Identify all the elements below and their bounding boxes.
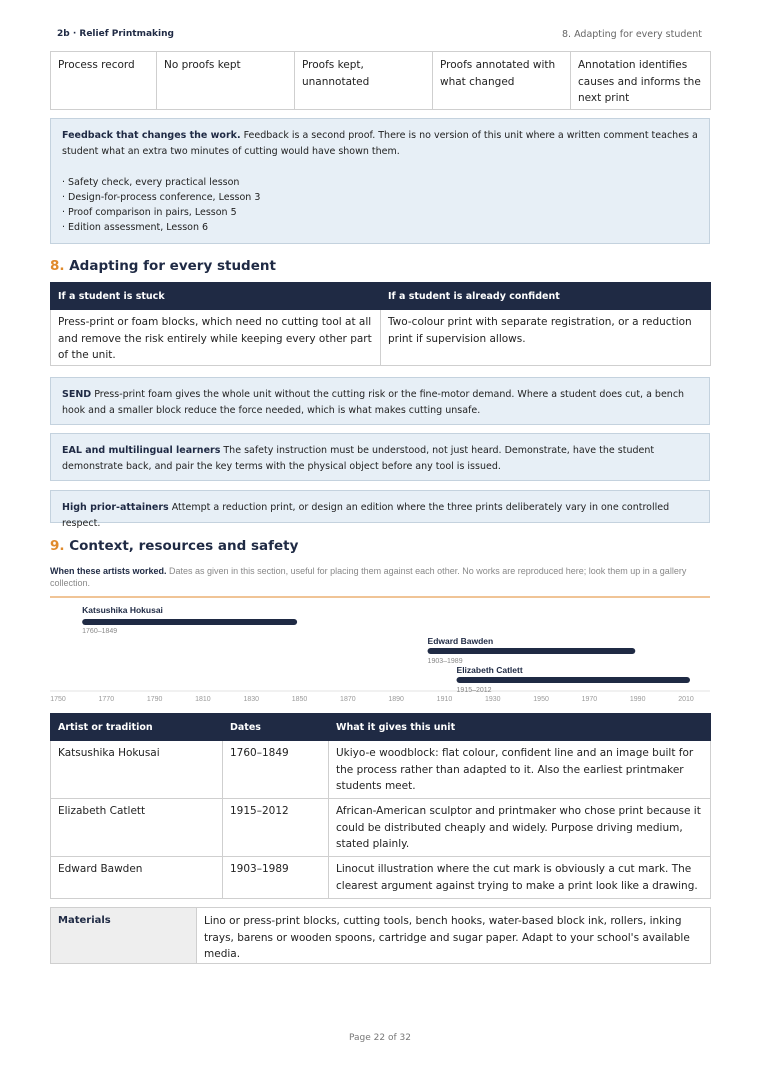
eal-callout: [50, 433, 710, 481]
feedback-callout: [50, 118, 710, 244]
adapt-table: [50, 282, 711, 366]
section-number: 9.: [50, 538, 65, 554]
artist-name: Katsushika Hokusai: [51, 741, 223, 799]
column-header: Dates: [223, 714, 329, 741]
grade-cell-level-3: Proofs annotated with what changed: [433, 52, 571, 110]
table-row: [51, 857, 711, 899]
timeline-tick-label: 1790: [146, 696, 163, 703]
column-header: What it gives this unit: [329, 714, 711, 741]
grade-cell-level-2: Proofs kept, unannotated: [295, 52, 433, 110]
timeline-bar: [457, 677, 690, 683]
feedback-text: Feedback is a second proof. There is no version of this unit where a written comment teaches a student what an extra two minutes of cutting would have shown them.: [62, 130, 698, 157]
timeline-date-label: 1760–1849: [82, 628, 118, 635]
artist-name: Edward Bawden: [51, 857, 223, 899]
callout-text: The safety instruction must be understood, not just heard. Demonstrate, have the student demonstrate back, and pair the key terms with the physical object before any tool is issued.: [62, 445, 655, 472]
timeline-tick-label: 1950: [533, 696, 549, 703]
grade-cell-level-4: Annotation identifies causes and informs the next print: [571, 52, 711, 110]
assessment-grade-row: [50, 51, 711, 110]
high-attainers-callout: [50, 490, 710, 529]
list-item: · Design-for-process conference, Lesson 3: [62, 192, 261, 203]
column-header: If a student is stuck: [51, 283, 381, 310]
table-row: [51, 741, 711, 799]
timeline-series-name: Katsushika Hokusai: [82, 605, 163, 615]
section-number: 8.: [50, 258, 65, 274]
timeline-caption: [50, 565, 710, 589]
timeline-series-name: Edward Bawden: [427, 636, 494, 646]
table-cell: Press-print or foam blocks, which need no cutting tool at all and remove the risk entirely while keeping every other part of the unit.: [51, 310, 381, 366]
timeline-tick-label: 1910: [436, 696, 453, 703]
section-8-heading: [50, 258, 276, 274]
timeline-tick-label: 1970: [581, 696, 598, 703]
callout-lead: SEND: [62, 389, 92, 400]
table-cell: Two-colour print with separate registration, or a reduction print if supervision allows.: [381, 310, 711, 366]
timeline-tick-label: 1830: [243, 696, 260, 703]
timeline-tick-label: 2010: [678, 696, 694, 703]
timeline-date-label: 1903–1989: [427, 658, 463, 665]
timeline-date-label: 1915–2012: [456, 687, 492, 694]
timeline-caption-text: Dates as given in this section, useful for placing them against each other. No works are reproduced here; look them up in a gallery collection.: [50, 566, 687, 588]
timeline-tick-label: 1990: [629, 696, 646, 703]
callout-lead: High prior-attainers: [62, 502, 169, 513]
materials-table: [50, 907, 711, 964]
materials-label: Materials: [51, 908, 197, 964]
timeline-tick-label: 1870: [340, 696, 356, 703]
timeline-tick-label: 1770: [98, 696, 115, 703]
timeline-tick-label: 1850: [291, 696, 308, 703]
timeline-tick-label: 1890: [388, 696, 404, 703]
artist-dates: 1915–2012: [223, 799, 329, 857]
artist-timeline-chart: [50, 594, 710, 706]
column-header: If a student is already confident: [381, 283, 711, 310]
artist-dates: 1903–1989: [223, 857, 329, 899]
grade-cell-criterion: Process record: [51, 52, 157, 110]
send-callout: [50, 377, 710, 425]
feedback-list: [62, 175, 698, 235]
timeline-tick-label: 1930: [484, 696, 501, 703]
list-item: · Safety check, every practical lesson: [62, 177, 240, 188]
feedback-paragraph: [62, 128, 698, 160]
callout-text: Press-print foam gives the whole unit without the cutting risk or the fine-motor demand. Where a student does cut, a bench hook and a smaller block reduce the force needed, which is what makes cutting unsafe.: [62, 389, 685, 416]
materials-text: Lino or press-print blocks, cutting tools, bench hooks, water-based block ink, rollers, inking trays, barens or wooden spoons, cartridge and sugar paper. Adapt to your school's available media.: [197, 908, 711, 964]
timeline-tick-label: 1810: [195, 696, 211, 703]
artist-dates: 1760–1849: [223, 741, 329, 799]
table-row: [51, 799, 711, 857]
artist-name: Elizabeth Catlett: [51, 799, 223, 857]
section-title: Context, resources and safety: [69, 538, 299, 554]
list-item: · Proof comparison in pairs, Lesson 5: [62, 207, 237, 218]
timeline-series-name: Elizabeth Catlett: [456, 665, 523, 675]
timeline-tick-label: 1750: [50, 696, 66, 703]
table-row: [51, 52, 711, 110]
timeline-bar: [82, 619, 297, 625]
section-9-heading: [50, 538, 298, 554]
page-number: Page 22 of 32: [349, 1033, 411, 1043]
table-header-row: [51, 283, 711, 310]
artist-contribution: Ukiyo-e woodblock: flat colour, confident line and an image built for the process rather than adapted to it. Also the earliest printmaker students meet.: [329, 741, 711, 799]
feedback-lead: Feedback that changes the work.: [62, 130, 241, 141]
table-row: [51, 310, 711, 366]
timeline-caption-lead: When these artists worked.: [50, 566, 167, 576]
list-item: · Edition assessment, Lesson 6: [62, 222, 209, 233]
grade-cell-level-1: No proofs kept: [157, 52, 295, 110]
table-header-row: [51, 714, 711, 741]
artists-table: [50, 713, 711, 899]
timeline-bar: [428, 648, 636, 654]
artist-contribution: African-American sculptor and printmaker who chose print because it could be distributed cheaply and widely. Purpose driving medium, stated plainly.: [329, 799, 711, 857]
artist-contribution: Linocut illustration where the cut mark is obviously a cut mark. The clearest argument against trying to make a print look like a drawing.: [329, 857, 711, 899]
callout-lead: EAL and multilingual learners: [62, 445, 221, 456]
running-header-section: 8. Adapting for every student: [562, 29, 702, 40]
section-title: Adapting for every student: [69, 258, 276, 274]
table-row: [51, 908, 711, 964]
running-header-unit: 2b · Relief Printmaking: [57, 29, 174, 39]
callout-text: Attempt a reduction print, or design an edition where the three prints deliberately vary in one controlled respect.: [62, 502, 670, 529]
column-header: Artist or tradition: [51, 714, 223, 741]
